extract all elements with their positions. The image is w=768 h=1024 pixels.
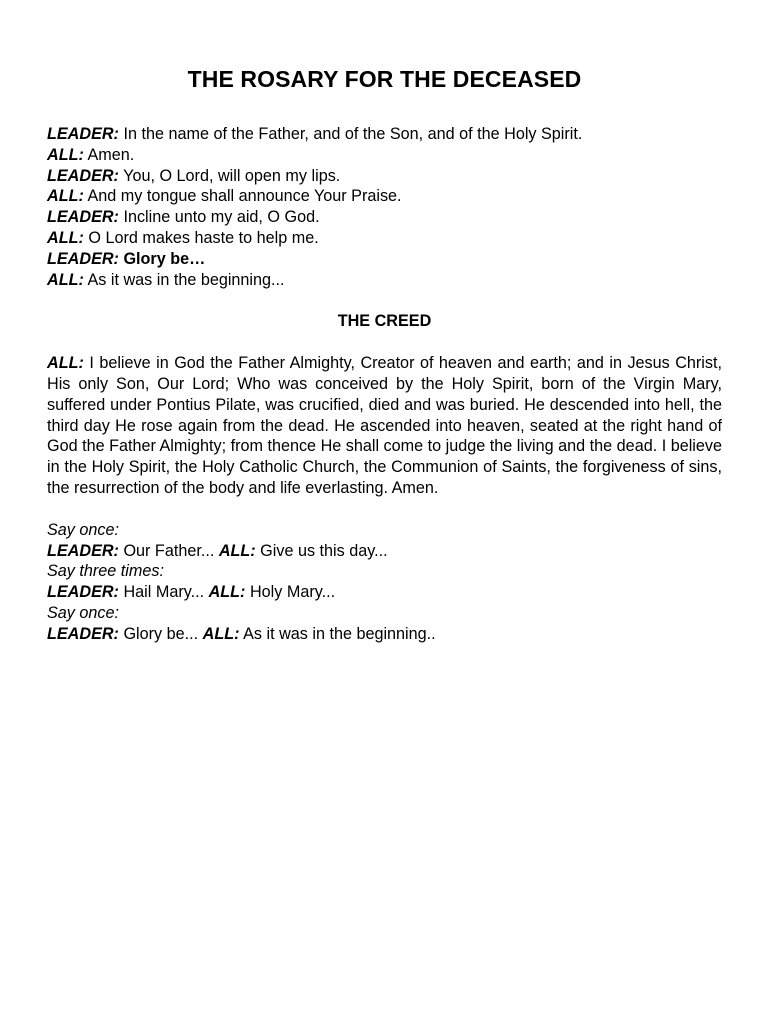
instruction-text: Say three times:: [47, 562, 164, 581]
speaker-label: ALL:: [47, 228, 84, 247]
opening-line: [47, 124, 722, 145]
all-text: Give us this day...: [255, 541, 388, 560]
speaker-label: LEADER:: [47, 208, 119, 227]
leader-text: Our Father...: [118, 541, 219, 560]
line-text: In the name of the Father, and of the Son, and of the Holy Spirit.: [118, 125, 583, 143]
speaker-label: LEADER:: [47, 125, 119, 143]
speaker-label: LEADER:: [47, 166, 119, 185]
opening-line: [47, 166, 722, 187]
speaker-label: LEADER:: [47, 249, 119, 268]
line-text: As it was in the beginning...: [83, 270, 285, 289]
speaker-label: ALL:: [47, 354, 84, 373]
opening-line: [47, 145, 722, 166]
creed-text: I believe in God the Father Almighty, Creator of heaven and earth; and in Jesus Christ, His only Son, Our Lord; Who was conceived by the Holy Spirit, born of the Virgin Mary, suffered under Pontius Pilate, was crucified, died and was buried. He descended into hell, the third day He rose again from the dead. He ascended into heaven, seated at the right hand of God the Father Almighty; from thence He shall come to judge the living and the dead. I believe in the Holy Spirit, the Holy Catholic Church, the Communion of Saints, the forgiveness of sins, the resurrection of the body and life everlasting. Amen.: [47, 354, 722, 497]
speaker-label: ALL:: [202, 624, 240, 643]
line-text: O Lord makes haste to help me.: [83, 228, 319, 247]
line-text: Glory be…: [118, 249, 206, 268]
opening-line: [47, 207, 722, 228]
closing-prayers: [47, 520, 722, 645]
instruction-text: Say once:: [47, 603, 119, 622]
document-page: [47, 60, 722, 645]
speaker-label: LEADER:: [47, 583, 119, 602]
speaker-label: ALL:: [47, 187, 84, 206]
instruction-text: Say once:: [47, 520, 119, 539]
all-text: As it was in the beginning..: [239, 624, 436, 643]
speaker-label: LEADER:: [47, 624, 119, 643]
line-text: Amen.: [83, 145, 135, 164]
speaker-label: ALL:: [208, 583, 246, 602]
creed-heading: THE CREED: [337, 312, 432, 331]
all-text: Holy Mary...: [245, 583, 336, 602]
prayer-line: [47, 582, 722, 603]
opening-line: [47, 228, 722, 249]
speaker-label: ALL:: [218, 541, 256, 560]
page-title: THE ROSARY FOR THE DECEASED: [187, 66, 582, 92]
opening-prayers: [47, 124, 722, 290]
creed-paragraph: [47, 353, 722, 499]
prayer-line: [47, 541, 722, 562]
leader-text: Glory be...: [118, 624, 203, 643]
speaker-label: LEADER:: [47, 541, 119, 560]
opening-line: [47, 186, 722, 207]
leader-text: Hail Mary...: [118, 583, 209, 602]
line-text: You, O Lord, will open my lips.: [118, 166, 341, 185]
prayer-line: [47, 624, 722, 645]
line-text: Incline unto my aid, O God.: [118, 208, 320, 227]
opening-line: [47, 270, 722, 291]
opening-line: [47, 249, 722, 270]
speaker-label: ALL:: [47, 145, 84, 164]
speaker-label: ALL:: [47, 270, 84, 289]
line-text: And my tongue shall announce Your Praise.: [83, 187, 402, 206]
